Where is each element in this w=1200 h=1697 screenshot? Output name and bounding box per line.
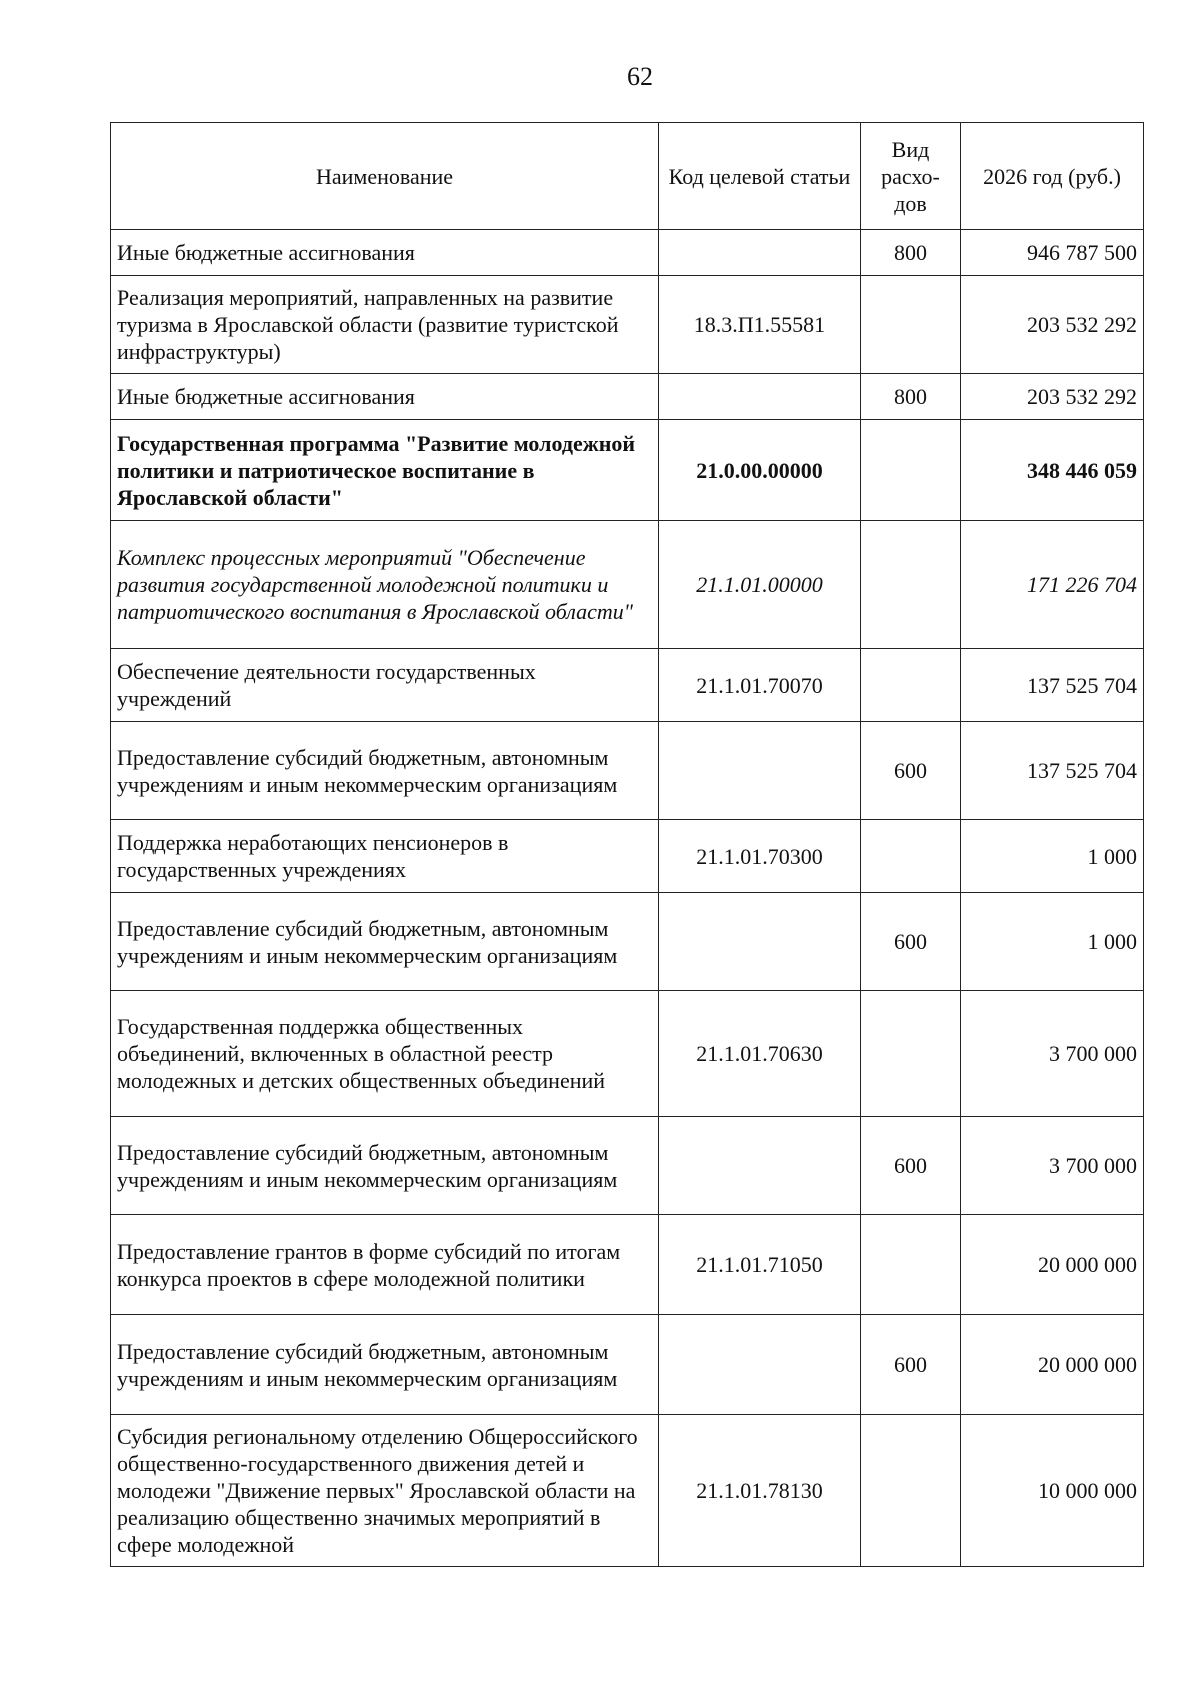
table-row <box>111 649 1144 722</box>
table-row <box>111 276 1144 374</box>
row-code: 21.1.01.71050 <box>659 1215 861 1315</box>
row-type <box>861 820 961 893</box>
row-type: 600 <box>861 1117 961 1215</box>
header-amount: 2026 год (руб.) <box>961 123 1144 230</box>
row-code: 18.3.П1.55581 <box>659 276 861 374</box>
row-name: Предоставление грантов в форме субсидий по итогам конкурса проектов в сфере молодежной политики <box>111 1215 659 1315</box>
table-row <box>111 722 1144 820</box>
row-amount: 10 000 000 <box>961 1415 1144 1567</box>
row-amount: 203 532 292 <box>961 374 1144 420</box>
table-row <box>111 820 1144 893</box>
row-amount: 1 000 <box>961 893 1144 991</box>
row-code <box>659 230 861 276</box>
row-amount: 203 532 292 <box>961 276 1144 374</box>
row-type <box>861 420 961 521</box>
row-type: 600 <box>861 1315 961 1415</box>
row-name: Обеспечение деятельности государственных учреждений <box>111 649 659 722</box>
table-row <box>111 1117 1144 1215</box>
row-type <box>861 1415 961 1567</box>
row-amount: 171 226 704 <box>961 521 1144 649</box>
row-name: Комплекс процессных мероприятий "Обеспечение развития государственной молодежной политики и патриотического воспитания в Ярославской области" <box>111 521 659 649</box>
row-amount: 946 787 500 <box>961 230 1144 276</box>
table-row <box>111 230 1144 276</box>
row-code: 21.1.01.70630 <box>659 991 861 1117</box>
table-row-program <box>111 420 1144 521</box>
table-row <box>111 991 1144 1117</box>
row-amount: 20 000 000 <box>961 1315 1144 1415</box>
row-name: Субсидия региональному отделению Общероссийского общественно-государственного движения детей и молодежи "Движение первых" Ярославской области на реализацию общественно значимых мероприятий в сфере молодежной <box>111 1415 659 1567</box>
row-amount: 1 000 <box>961 820 1144 893</box>
table-row <box>111 1315 1144 1415</box>
row-amount: 348 446 059 <box>961 420 1144 521</box>
table-header-row <box>111 123 1144 230</box>
row-name: Иные бюджетные ассигнования <box>111 230 659 276</box>
row-amount: 137 525 704 <box>961 649 1144 722</box>
row-type <box>861 991 961 1117</box>
row-code <box>659 893 861 991</box>
row-code <box>659 722 861 820</box>
row-name: Поддержка неработающих пенсионеров в государственных учреждениях <box>111 820 659 893</box>
row-code: 21.1.01.00000 <box>659 521 861 649</box>
row-code: 21.0.00.00000 <box>659 420 861 521</box>
header-code: Код целевой статьи <box>659 123 861 230</box>
row-type <box>861 649 961 722</box>
header-name: Наименование <box>111 123 659 230</box>
row-name: Государственная поддержка общественных объединений, включенных в областной реестр молодежных и детских общественных объединений <box>111 991 659 1117</box>
row-type: 800 <box>861 374 961 420</box>
header-type: Вид расхо-дов <box>861 123 961 230</box>
row-name: Предоставление субсидий бюджетным, автономным учреждениям и иным некоммерческим организациям <box>111 1117 659 1215</box>
row-code <box>659 1117 861 1215</box>
table-row-complex <box>111 521 1144 649</box>
row-code: 21.1.01.70070 <box>659 649 861 722</box>
row-name: Государственная программа "Развитие молодежной политики и патриотическое воспитание в Ярославской области" <box>111 420 659 521</box>
row-type: 600 <box>861 722 961 820</box>
row-amount: 20 000 000 <box>961 1215 1144 1315</box>
table-row <box>111 1415 1144 1567</box>
row-amount: 3 700 000 <box>961 991 1144 1117</box>
page-number: 62 <box>627 62 653 91</box>
row-code <box>659 374 861 420</box>
row-name: Предоставление субсидий бюджетным, автономным учреждениям и иным некоммерческим организациям <box>111 722 659 820</box>
row-name: Предоставление субсидий бюджетным, автономным учреждениям и иным некоммерческим организациям <box>111 1315 659 1415</box>
budget-table <box>110 122 1144 1567</box>
row-code: 21.1.01.70300 <box>659 820 861 893</box>
row-code: 21.1.01.78130 <box>659 1415 861 1567</box>
table-row <box>111 374 1144 420</box>
row-type: 600 <box>861 893 961 991</box>
table-row <box>111 893 1144 991</box>
row-name: Иные бюджетные ассигнования <box>111 374 659 420</box>
row-code <box>659 1315 861 1415</box>
row-amount: 137 525 704 <box>961 722 1144 820</box>
row-name: Предоставление субсидий бюджетным, автономным учреждениям и иным некоммерческим организациям <box>111 893 659 991</box>
row-type <box>861 276 961 374</box>
row-amount: 3 700 000 <box>961 1117 1144 1215</box>
row-type <box>861 521 961 649</box>
row-type: 800 <box>861 230 961 276</box>
row-type <box>861 1215 961 1315</box>
row-name: Реализация мероприятий, направленных на развитие туризма в Ярославской области (развитие туристской инфраструктуры) <box>111 276 659 374</box>
table-row <box>111 1215 1144 1315</box>
